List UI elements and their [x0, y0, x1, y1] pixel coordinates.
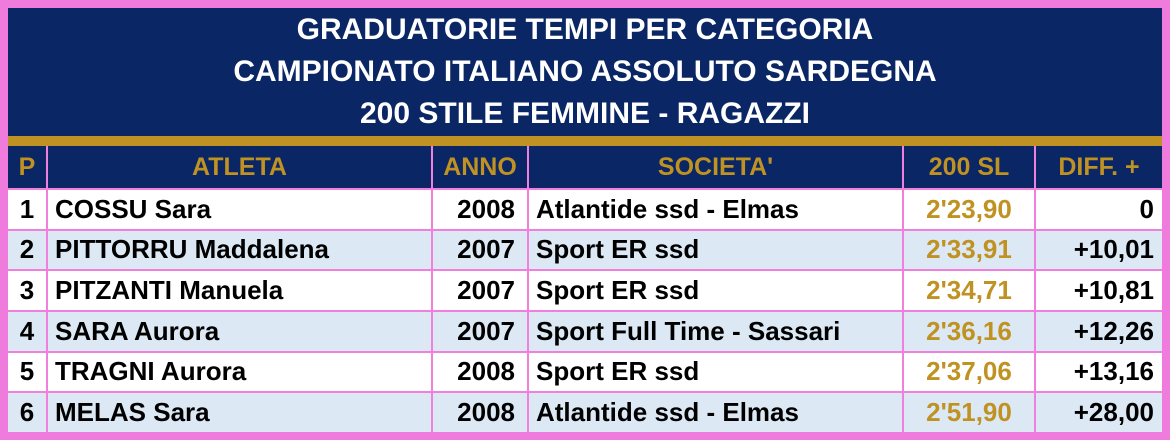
cell-pos: 5 [8, 353, 46, 392]
cell-atleta: SARA Aurora [48, 312, 431, 351]
cell-tempo: 2'23,90 [904, 190, 1034, 229]
cell-societa: Sport ER ssd [529, 353, 902, 392]
cell-pos: 1 [8, 190, 46, 229]
cell-atleta: PITTORRU Maddalena [48, 231, 431, 270]
cell-anno: 2007 [433, 271, 527, 310]
cell-diff: +28,00 [1036, 393, 1162, 432]
col-header-atleta: ATLETA [48, 146, 431, 188]
cell-atleta: TRAGNI Aurora [48, 353, 431, 392]
cell-tempo: 2'37,06 [904, 353, 1034, 392]
col-header-anno: ANNO [433, 146, 527, 188]
cell-anno: 2007 [433, 312, 527, 351]
cell-diff: +12,26 [1036, 312, 1162, 351]
cell-pos: 4 [8, 312, 46, 351]
cell-anno: 2008 [433, 353, 527, 392]
gold-divider-bar [8, 136, 1162, 146]
cell-societa: Atlantide ssd - Elmas [529, 190, 902, 229]
title-line-3: 200 STILE FEMMINE - RAGAZZI [359, 97, 811, 130]
results-table [8, 146, 1162, 432]
cell-tempo: 2'33,91 [904, 231, 1034, 270]
cell-diff: +13,16 [1036, 353, 1162, 392]
cell-atleta: PITZANTI Manuela [48, 271, 431, 310]
cell-societa: Atlantide ssd - Elmas [529, 393, 902, 432]
col-header-tempo: 200 SL [904, 146, 1034, 188]
title-banner [8, 8, 1162, 136]
cell-diff: +10,81 [1036, 271, 1162, 310]
cell-atleta: MELAS Sara [48, 393, 431, 432]
cell-tempo: 2'36,16 [904, 312, 1034, 351]
title-line-2: CAMPIONATO ITALIANO ASSOLUTO SARDEGNA [233, 55, 937, 88]
cell-pos: 2 [8, 231, 46, 270]
cell-pos: 6 [8, 393, 46, 432]
col-header-pos: P [8, 146, 46, 188]
cell-societa: Sport ER ssd [529, 231, 902, 270]
cell-pos: 3 [8, 271, 46, 310]
title-line-1: GRADUATORIE TEMPI PER CATEGORIA [296, 13, 874, 46]
cell-anno: 2007 [433, 231, 527, 270]
cell-societa: Sport Full Time - Sassari [529, 312, 902, 351]
cell-tempo: 2'51,90 [904, 393, 1034, 432]
col-header-societa: SOCIETA' [529, 146, 902, 188]
cell-diff: 0 [1036, 190, 1162, 229]
cell-societa: Sport ER ssd [529, 271, 902, 310]
col-header-diff: DIFF. + [1036, 146, 1162, 188]
cell-anno: 2008 [433, 190, 527, 229]
cell-diff: +10,01 [1036, 231, 1162, 270]
cell-atleta: COSSU Sara [48, 190, 431, 229]
cell-tempo: 2'34,71 [904, 271, 1034, 310]
cell-anno: 2008 [433, 393, 527, 432]
